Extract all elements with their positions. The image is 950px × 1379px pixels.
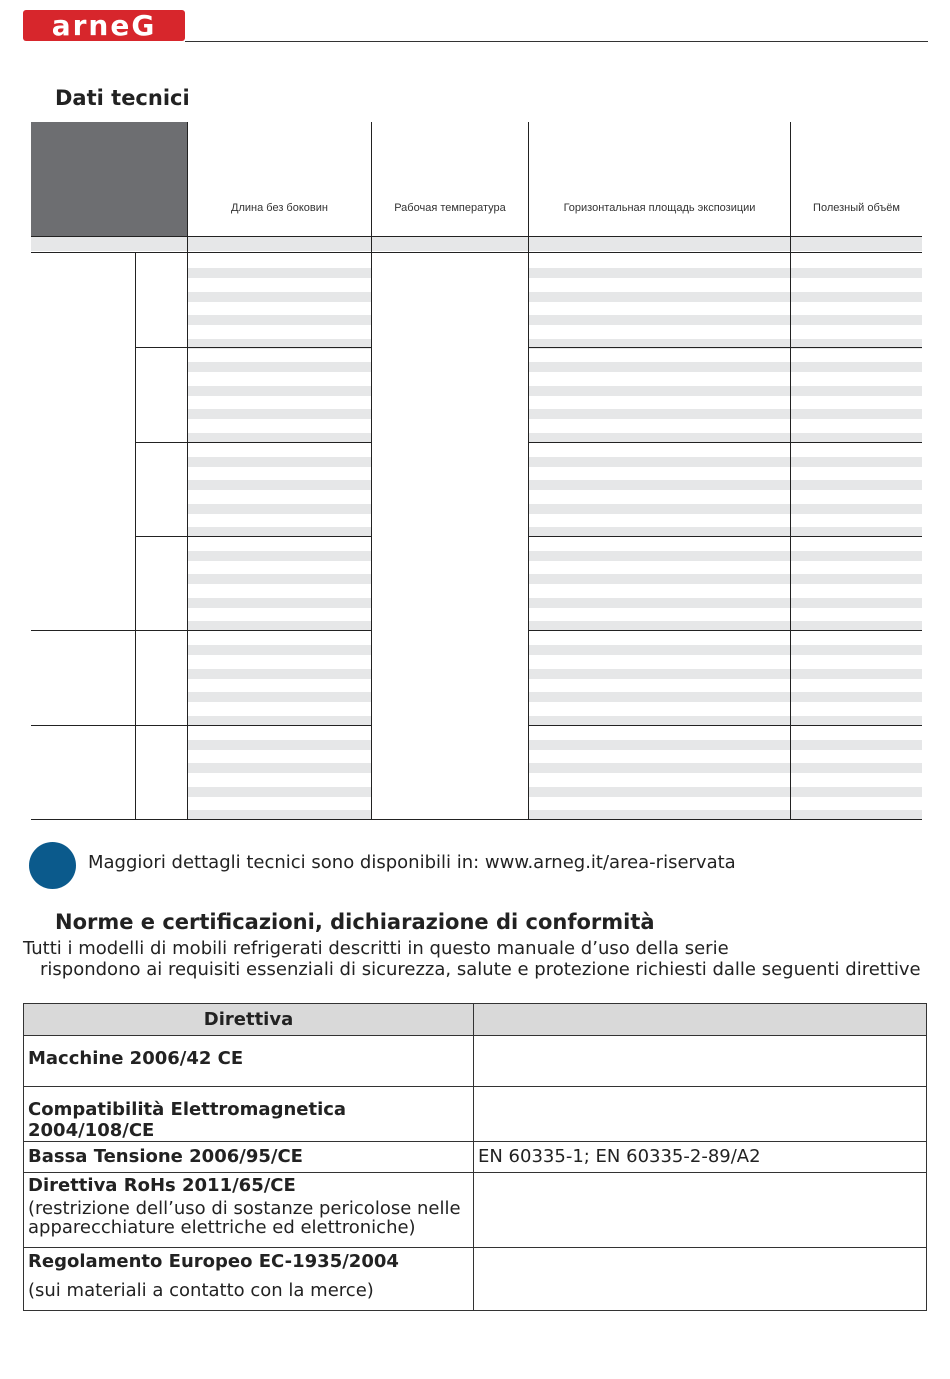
- grid-hline: [31, 252, 922, 253]
- directive-standard: [474, 1248, 927, 1311]
- row-stripe: [188, 268, 371, 278]
- row-stripe: [529, 504, 790, 514]
- row-stripe: [188, 645, 371, 655]
- row-stripe: [529, 551, 790, 561]
- row-stripe: [791, 787, 922, 797]
- col-header-volume: Полезный объём: [813, 202, 900, 214]
- row-stripe: [529, 362, 790, 372]
- grid-hline: [31, 630, 371, 631]
- header-rule: [185, 41, 928, 42]
- row-stripe: [529, 669, 790, 679]
- norms-intro-line1: Tutti i modelli di mobili refrigerati descritti in questo manuale d’uso della serie: [23, 938, 729, 959]
- row-stripe: [529, 315, 790, 325]
- row-stripe: [529, 268, 790, 278]
- directive-row: [24, 1173, 927, 1248]
- row-stripe: [791, 551, 922, 561]
- standard-column-header: [474, 1004, 927, 1036]
- row-stripe: [529, 598, 790, 608]
- directives-header-row: [24, 1004, 927, 1036]
- directive-row: [24, 1036, 927, 1087]
- directive-standard: EN 60335-1; EN 60335-2-89/A2: [474, 1142, 927, 1173]
- grid-hline: [135, 536, 371, 537]
- row-stripe: [791, 457, 922, 467]
- row-stripe: [529, 787, 790, 797]
- norms-intro-line2: rispondono ai requisiti essenziali di sicurezza, salute e protezione richiesti dalle seguenti direttive: [40, 959, 921, 980]
- directive-standard: [474, 1173, 927, 1248]
- header-strip: [31, 237, 922, 251]
- row-stripe: [791, 504, 922, 514]
- row-stripe: [188, 315, 371, 325]
- directive-row: [24, 1142, 927, 1173]
- grid-hline: [528, 725, 922, 726]
- grid-hline: [31, 725, 371, 726]
- grid-hline: [31, 236, 922, 237]
- row-stripe: [188, 763, 371, 773]
- grid-hline: [528, 630, 922, 631]
- directive-name: Macchine 2006/42 CE: [28, 1048, 244, 1069]
- row-stripe: [188, 787, 371, 797]
- row-stripe: [188, 362, 371, 372]
- grid-vline: [528, 122, 529, 819]
- arneg-logo: arneG: [23, 10, 185, 41]
- grid-hline: [528, 536, 922, 537]
- directive-standard: [474, 1087, 927, 1142]
- row-stripe: [791, 763, 922, 773]
- info-text: Maggiori dettagli tecnici sono disponibili in: www.arneg.it/area-riservata: [88, 852, 736, 873]
- row-stripe: [529, 480, 790, 490]
- row-stripe: [188, 551, 371, 561]
- row-stripe: [529, 292, 790, 302]
- grid-vline: [371, 122, 372, 819]
- col-header-length: Длина без боковин: [231, 202, 328, 214]
- row-stripe: [791, 315, 922, 325]
- row-stripe: [791, 645, 922, 655]
- directive-name: Regolamento Europeo EC-1935/2004: [28, 1251, 399, 1272]
- row-stripe: [791, 362, 922, 372]
- row-stripe: [529, 386, 790, 396]
- row-stripe: [791, 669, 922, 679]
- grid-hline: [528, 442, 922, 443]
- row-stripe: [188, 574, 371, 584]
- directive-name: Compatibilità Elettromagnetica 2004/108/CE: [28, 1099, 347, 1141]
- directive-row: [24, 1248, 927, 1311]
- grid-vline: [790, 122, 791, 819]
- norms-title: Norme e certificazioni, dichiarazione di conformità: [55, 910, 655, 934]
- row-stripe: [529, 740, 790, 750]
- row-stripe: [188, 386, 371, 396]
- row-stripe: [791, 480, 922, 490]
- directive-name: Bassa Tensione 2006/95/CE: [28, 1146, 303, 1167]
- grid-vline: [187, 122, 188, 819]
- row-stripe: [529, 574, 790, 584]
- row-stripe: [188, 692, 371, 702]
- row-stripe: [791, 574, 922, 584]
- row-stripe: [791, 409, 922, 419]
- directives-table: [23, 1003, 927, 1311]
- row-stripe: [188, 504, 371, 514]
- info-icon: [29, 842, 76, 889]
- row-stripe: [791, 268, 922, 278]
- directive-standard: [474, 1036, 927, 1087]
- col-header-temperature: Рабочая температура: [394, 202, 506, 214]
- grid-hline: [135, 442, 371, 443]
- row-stripe: [529, 645, 790, 655]
- directive-note: (restrizione dell’uso di sostanze pericolose nelle apparecchiature elettriche ed elettroniche): [28, 1198, 461, 1238]
- row-stripe: [791, 386, 922, 396]
- tech-data-title: Dati tecnici: [55, 86, 190, 110]
- row-stripe: [529, 763, 790, 773]
- row-stripe: [791, 598, 922, 608]
- row-stripe: [791, 292, 922, 302]
- row-stripe: [188, 457, 371, 467]
- directive-row: [24, 1087, 927, 1142]
- row-stripe: [188, 669, 371, 679]
- grid-hline: [528, 347, 922, 348]
- row-stripe: [188, 740, 371, 750]
- header-gray-block: [31, 122, 187, 236]
- row-stripe: [188, 480, 371, 490]
- row-stripe: [529, 409, 790, 419]
- directive-name: Direttiva RoHs 2011/65/CE: [28, 1175, 296, 1196]
- directive-column-header: Direttiva: [24, 1004, 474, 1036]
- col-header-exposure-area: Горизонтальная площадь экспозиции: [563, 202, 756, 214]
- grid-hline: [135, 347, 371, 348]
- row-stripe: [529, 692, 790, 702]
- row-stripe: [529, 457, 790, 467]
- row-stripe: [791, 740, 922, 750]
- row-stripe: [188, 292, 371, 302]
- row-stripe: [188, 409, 371, 419]
- row-stripe: [791, 692, 922, 702]
- row-stripe: [188, 598, 371, 608]
- directive-note: (sui materiali a contatto con la merce): [28, 1280, 374, 1301]
- grid-hline: [31, 819, 922, 820]
